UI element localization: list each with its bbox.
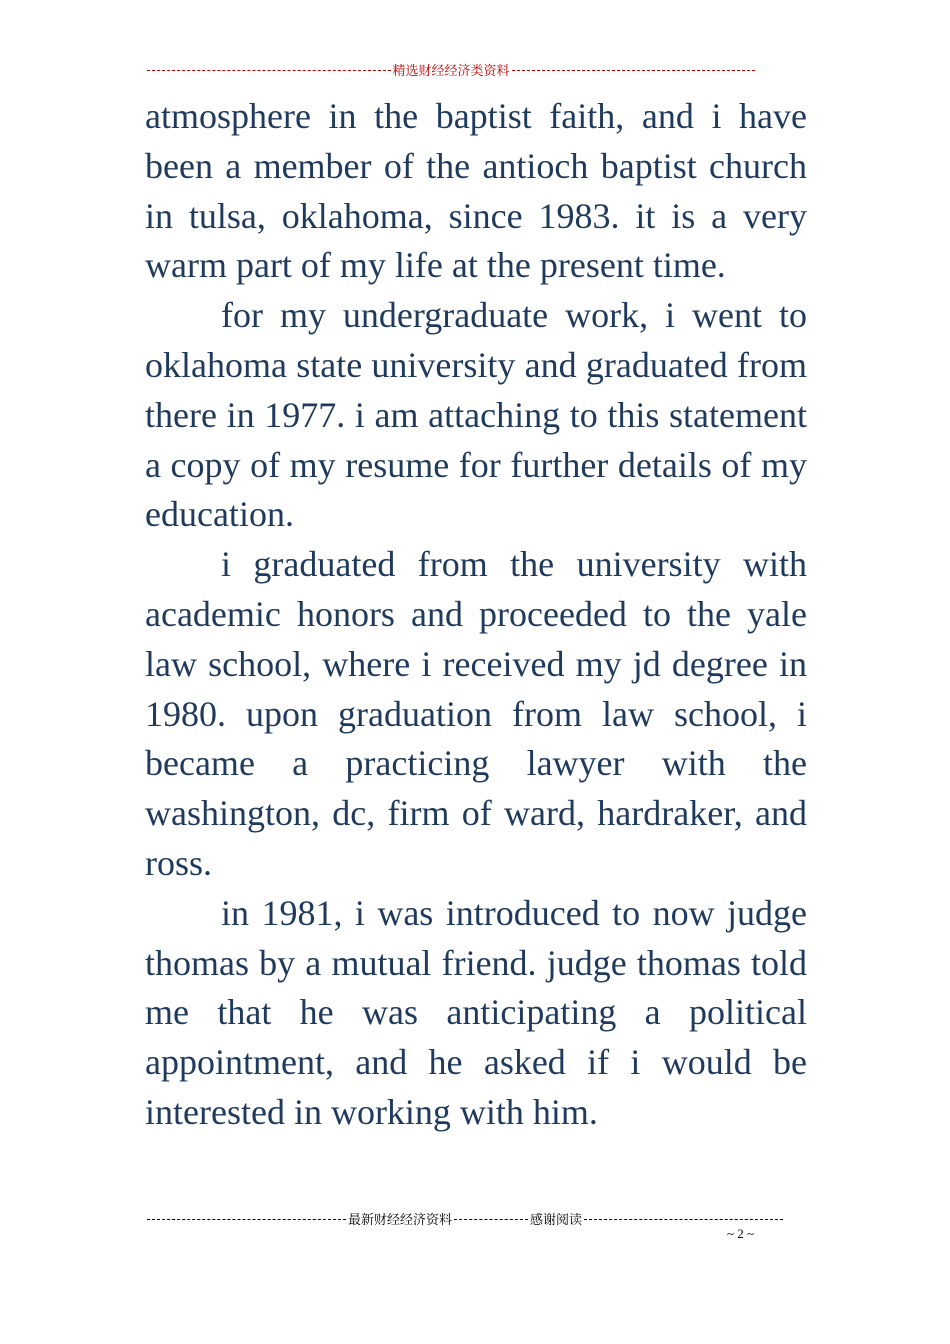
paragraph: i graduated from the university with academic honors and proceeded to the yale law school, where i received my jd degree in 1980. upon graduation from law school, i became a practicing lawyer with the washington, dc, firm of ward, hardraker, and ross. — [145, 544, 807, 883]
paragraph: atmosphere in the baptist faith, and i have been a member of the antioch baptist church in tulsa, oklahoma, since 1983. it is a very warm part of my life at the present time. — [145, 96, 807, 286]
paragraph: for my undergraduate work, i went to oklahoma state university and graduated from there in 1977. i am attaching to this statement a copy of my resume for further details of my education. — [145, 295, 807, 535]
footer-dash-middle — [454, 1219, 528, 1220]
footer-left-label: 最新财经经济资料 — [347, 1212, 452, 1227]
header-label: 精选财经经济类资料 — [392, 63, 510, 78]
page-number: ~ 2 ~ — [727, 1226, 755, 1241]
footer-dash-left — [147, 1219, 346, 1220]
paragraph: in 1981, i was introduced to now judge thomas by a mutual friend. judge thomas told me that he was anticipating a political appointment, and he asked if i would be interested in working with him. — [145, 892, 807, 1132]
page-header — [145, 60, 757, 79]
footer-right-label: 感谢阅读 — [530, 1212, 583, 1227]
document-body — [145, 92, 807, 1138]
header-dash-right — [512, 70, 756, 71]
footer-dash-right — [584, 1219, 783, 1220]
page-footer — [145, 1209, 785, 1228]
header-dash-left — [147, 70, 391, 71]
